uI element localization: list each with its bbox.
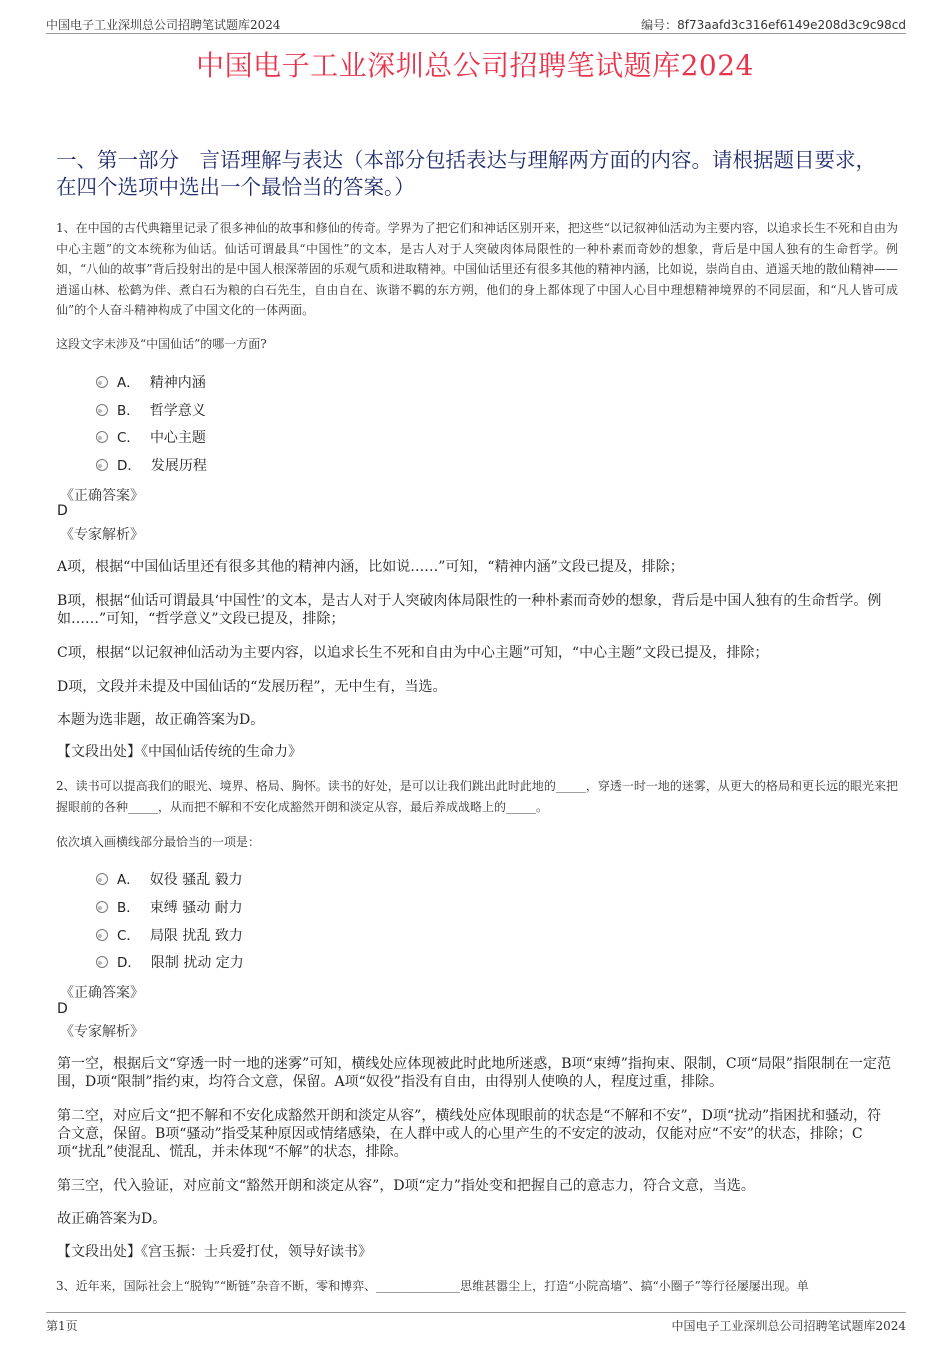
- option-text: 限制 扰动 定力: [150, 955, 244, 971]
- q1-answer-label: 《正确答案》: [60, 488, 144, 504]
- q1-source: 【文段出处】《中国仙话传统的生命力》: [57, 744, 302, 760]
- radio-icon[interactable]: [96, 956, 108, 968]
- q2-option-d[interactable]: [96, 951, 244, 971]
- q1-text: 1、在中国的古代典籍里记录了很多神仙的故事和修仙的传奇。学界为了把它们和神话区别开来，把这些“以记叙神仙活动为主要内容，以追求长生不死和自由为中心主题”的文本统称为仙话。仙话可谓最具“中国性”的文本，是古人对于人突破肉体局限性的一种朴素而奇妙的想象，背后是中国人独有的生命哲学。例如，“八仙的故事”背后投射出的是中国人根深蒂固的乐观气质和进取精神。中国仙话里还有很多其他的精神内涵，比如说，崇尚自由、逍遥天地的散仙精神——逍遥山林、松鹤为伴、煮白石为粮的白石先生，自由自在、诙谐不羁的东方朔，他们的身上都体现了中国人心目中理想精神境界的不同层面，和“凡人皆可成仙”的个人奋斗精神构成了中国文化的一体两面。: [56, 221, 898, 318]
- q1-option-a[interactable]: [96, 371, 206, 391]
- radio-icon[interactable]: [96, 376, 108, 388]
- q3-text: 3、近年来，国际社会上“脱钩”“断链”杂音不断，零和博弈、______________思维甚嚣尘上，打造“小院高墙”、搞“小圈子”等行径屡屡出现。单: [56, 1279, 809, 1293]
- option-text: 束缚 骚动 耐力: [149, 900, 243, 916]
- q1-analysis-c: C项，根据“以记叙神仙活动为主要内容，以追求长生不死和自由为中心主题”可知，“中心主题”文段已提及，排除；: [57, 645, 769, 661]
- header-doc-name: 中国电子工业深圳总公司招聘笔试题库2024: [46, 18, 281, 32]
- option-letter: B．: [117, 900, 140, 916]
- option-letter: A．: [117, 872, 140, 888]
- q1-analysis-label: 《专家解析》: [60, 527, 144, 543]
- q2-source: 【文段出处】《宫玉振：士兵爱打仗，领导好读书》: [57, 1244, 372, 1260]
- footer-page-number: 第1页: [46, 1319, 78, 1333]
- q1-option-d[interactable]: [96, 454, 207, 474]
- q1-analysis-b: B项，根据“仙话可谓最具‘中国性’的文本，是古人对于人突破肉体局限性的一种朴素而奇妙的想象，背后是中国人独有的生命哲学。例如……”可知，“哲学意义”文段已提及，排除；: [57, 593, 882, 627]
- q2-analysis-blank1: 第一空，根据后文“穿透一时一地的迷雾”可知，横线处应体现被此时此地所迷惑，B项“束缚”指拘束、限制，C项“局限”指限制在一定范围，D项“限制”指约束，均符合文意，保留。A项“奴役”指没有自由，由得别人使唤的人，程度过重，排除。: [57, 1056, 891, 1090]
- q1-answer: D: [57, 503, 68, 519]
- q2-analysis-blank3: 第三空，代入验证，对应前文“豁然开朗和淡定从容”，D项“定力”指处变和把握自己的意志力，符合文意，当选。: [57, 1178, 755, 1194]
- footer-doc-name: 中国电子工业深圳总公司招聘笔试题库2024: [671, 1319, 906, 1333]
- option-text: 精神内涵: [149, 375, 206, 391]
- option-letter: A．: [117, 375, 140, 391]
- q2-analysis-blank2: 第二空，对应后文“把不解和不安化成豁然开朗和淡定从容”，横线处应体现眼前的状态是“不解和不安”，D项“扰动”指困扰和骚动，符合文意，保留。B项“骚动”指受某种原因或情绪感染，在人群中或人的心里产生的不安定的波动，仅能对应“不安”的状态，排除；C项“扰乱”使混乱、慌乱，并未体现“不解”的状态，排除。: [57, 1108, 882, 1160]
- option-text: 中心主题: [149, 430, 206, 446]
- q2-analysis-label: 《专家解析》: [60, 1024, 144, 1040]
- q2-answer: D: [57, 1001, 68, 1017]
- radio-icon[interactable]: [96, 929, 108, 941]
- option-letter: D．: [117, 458, 141, 474]
- q1-ask: 这段文字未涉及“中国仙话”的哪一方面?: [56, 337, 267, 351]
- option-letter: D．: [117, 955, 141, 971]
- radio-icon[interactable]: [96, 873, 108, 885]
- option-text: 发展历程: [150, 458, 207, 474]
- option-text: 哲学意义: [149, 403, 206, 419]
- option-letter: C．: [117, 430, 140, 446]
- option-letter: B．: [117, 403, 140, 419]
- q1-analysis-a: A项，根据“中国仙话里还有很多其他的精神内涵，比如说……”可知，“精神内涵”文段已提及，排除；: [57, 559, 684, 575]
- q2-ask: 依次填入画横线部分最恰当的一项是：: [56, 835, 261, 849]
- q2-answer-label: 《正确答案》: [60, 985, 144, 1001]
- option-text: 奴役 骚乱 毅力: [149, 872, 243, 888]
- section-title: 一、第一部分 言语理解与表达（本部分包括表达与理解两方面的内容。请根据题目要求，在四个选项中选出一个最恰当的答案。）: [56, 148, 876, 199]
- q1-conclusion: 本题为选非题，故正确答案为D。: [57, 712, 265, 728]
- q2-option-a[interactable]: [96, 868, 243, 888]
- header-code-value: 8f73aafd3c316ef6149e208d3c9c98cd: [677, 18, 906, 32]
- page-footer: [46, 1312, 906, 1335]
- page-header: [46, 13, 906, 34]
- q1-option-b[interactable]: [96, 399, 206, 419]
- q1-analysis-d: D项，文段并未提及中国仙话的“发展历程”，无中生有，当选。: [57, 679, 447, 695]
- q2-text: 2、读书可以提高我们的眼光、境界、格局、胸怀。读书的好处，是可以让我们跳出此时此地的_____，穿透一时一地的迷雾，从更大的格局和更长远的眼光来把握眼前的各种_____，从而把不解和不安化成豁然开朗和淡定从容，最后养成战略上的_____。: [56, 779, 898, 814]
- option-text: 局限 扰乱 致力: [149, 928, 243, 944]
- doc-title: 中国电子工业深圳总公司招聘笔试题库2024: [196, 49, 754, 82]
- q1-option-c[interactable]: [96, 426, 206, 446]
- q2-option-b[interactable]: [96, 896, 243, 916]
- header-doc-code: [641, 16, 906, 33]
- q2-option-c[interactable]: [96, 924, 243, 944]
- radio-icon[interactable]: [96, 404, 108, 416]
- header-code-label: 编号：: [641, 18, 678, 32]
- radio-icon[interactable]: [96, 901, 108, 913]
- radio-icon[interactable]: [96, 431, 108, 443]
- q2-conclusion: 故正确答案为D。: [57, 1211, 167, 1227]
- radio-icon[interactable]: [96, 459, 108, 471]
- option-letter: C．: [117, 928, 140, 944]
